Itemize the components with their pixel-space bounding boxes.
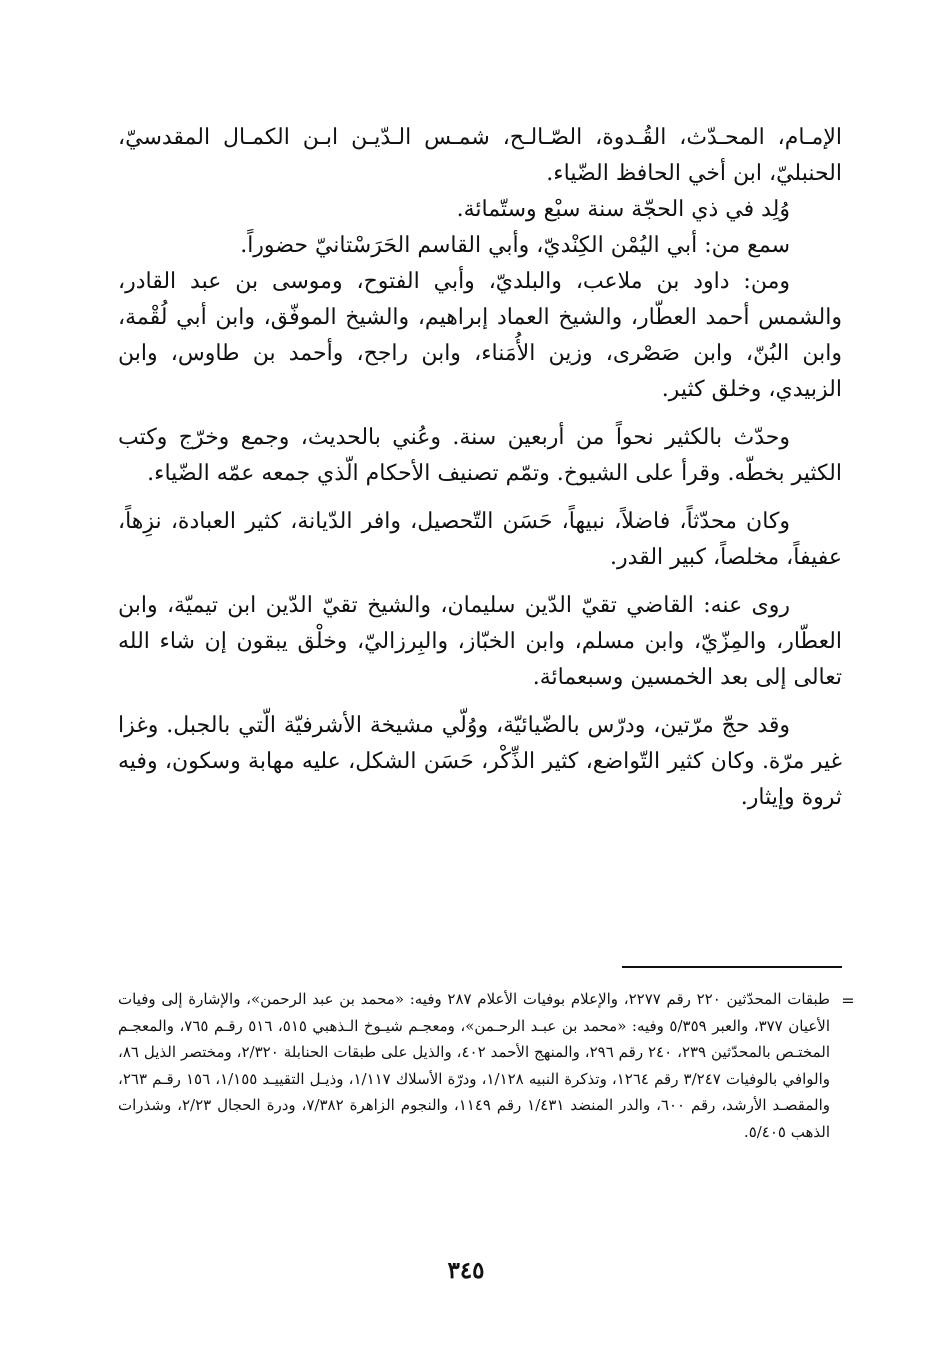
paragraph-students: روى عنه: القاضي تقيّ الدّين سليمان، والشيخ تقيّ الدّين ابن تيميّة، وابن العطّار، والمِزّيّ، وابن مسلم، وابن الخبّاز، والبِرزاليّ، وخلْق يبقون إن شاء الله تعالى إلى بعد الخمسين وسبعمائة. [118,593,842,690]
main-text [118,120,842,828]
paragraph-pilgrimage: وقد حجّ مرّتين، ودرّس بالضّيائيّة، ووُلّي مشيخة الأشرفيّة الّتي بالجبل. وغزا غير مرّة. وكان كثير التّواضع، كثير الذِّكْر، حَسَن الشكل، عليه مهابة وسكون، وفيه ثروة وإيثار. [118,713,842,810]
paragraph-heard-from: سمع من: أبي اليُمْن الكِنْديّ، وأبي القاسم الحَرَسْتانيّ حضوراً. [240,233,790,258]
paragraph-birth: وُلِد في ذي الحجّة سنة سبْع وستّمائة. [456,197,790,222]
footnote-separator [622,966,842,968]
page-number: ٣٤٥ [447,1257,485,1284]
paragraph-biography-intro: الإمـام، المحـدّث، القُـدوة، الصّـالـح، شمـس الـدّيـن ابـن الكمـال المقدسيّ، الحنبليّ، ابن أخي الحافظ الضّياء. [118,125,842,186]
paragraph-narration: وحدّث بالكثير نحواً من أربعين سنة. وعُني بالحديث، وجمع وخرّج وكتب الكثير بخطّه. وقرأ على الشيوخ. وتمّم تصنيف الأحكام الّذي جمعه عمّه الضّياء. [118,425,842,486]
paragraph-character: وكان محدّثاً، فاضلاً، نبيهاً، حَسَن التّحصيل، وافر الدّيانة، كثير العبادة، نزِهاً، عفيفاً، مخلصاً، كبير القدر. [118,509,842,570]
paragraph-teachers: ومن: داود بن ملاعب، والبلديّ، وأبي الفتوح، وموسى بن عبد القادر، والشمس أحمد العطّار، والشيخ العماد إبراهيم، والشيخ الموفّق، وابن أبي لُقْمة، وابن البُنّ، وابن صَصْرى، وزين الأُمَناء، وابن راجح، وأحمد بن طاوس، وابن الزبيدي، وخلق كثير. [118,269,842,402]
footnote-continuation-mark: = [841,991,855,1010]
footnote-references: طبقات المحدّثين ٢٢٠ رقم ٢٢٧٧، والإعلام بوفيات الأعلام ٢٨٧ وفيه: «محمد بن عبد الرحمن»، والإشارة إلى وفيات الأعيان ٣٧٧، والعبر ٥/٣٥٩ وفيه: «محمد بن عبـد الرحـمن»، ومعجـم شيـوخ الـذهبي ٥١٥، ٥١٦ رقـم ٧٦٥، والمعجـم المختـص بالمحدّثين ٢٣٩، ٢٤٠ رقم ٢٩٦، والمنهج الأحمد ٤٠٢، والذيل على طبقات الحنابلة ٢/٣٢٠، ومختصر الذيل ٨٦، والوافي بالوفيات ٣/٢٤٧ رقم ١٢٦٤، وتذكرة النبيه ١/١٢٨، ودرّة الأسلاك ١/١١٧، وذيـل التقييـد ١/١٥٥، ١٥٦ رقـم ٢٦٣، والمقصـد الأرشد، رقم ٦٠٠، والدر المنضد ١/٤٣١ رقم ١١٤٩، والنجوم الزاهرة ٧/٣٨٢، ودرة الحجال ٢/٢٣، وشذرات الذهب ٥/٤٠٥. [118,990,831,1141]
